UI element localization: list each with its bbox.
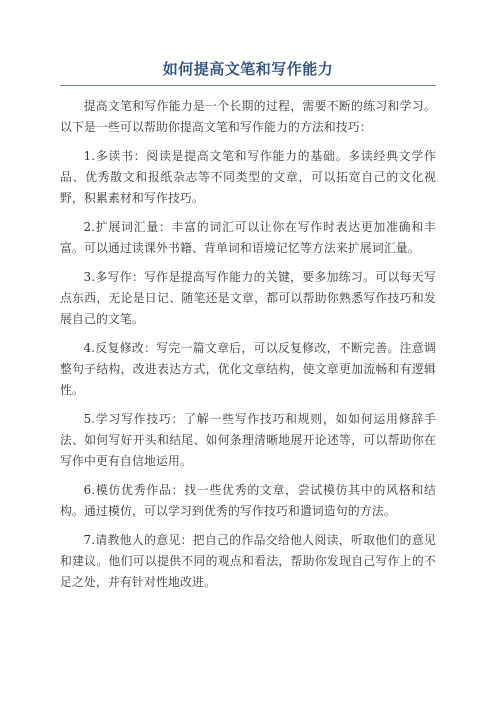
document-title: 如何提高文笔和写作能力 [162,60,334,78]
tip-paragraph-1: 1.多读书：阅读是提高文笔和写作能力的基础。多读经典文学作品、优秀散文和报纸杂志等不同类型的文章，可以拓宽自己的文化视野，积累素材和写作技巧。 [60,149,436,205]
tip-paragraph-5: 5.学习写作技巧：了解一些写作技巧和规则，如如何运用修辞手法、如何写好开头和结尾、如何条理清晰地展开论述等，可以帮助你在写作中更有自信地运用。 [60,412,436,468]
tip-paragraph-7: 7.请教他人的意见：把自己的作品交给他人阅读，听取他们的意见和建议。他们可以提供不同的观点和看法，帮助你发现自己写作上的不足之处，并有针对性地改进。 [60,533,436,589]
tip-paragraph-3: 3.多写作：写作是提高写作能力的关键，要多加练习。可以每天写点东西，无论是日记、随笔还是文章，都可以帮助你熟悉写作技巧和发展自己的文笔。 [60,270,436,326]
tip-paragraph-4: 4.反复修改：写完一篇文章后，可以反复修改，不断完善。注意调整句子结构，改进表达方式，优化文章结构，使文章更加流畅和有逻辑性。 [60,341,436,397]
title-divider [60,85,436,86]
tip-paragraph-6: 6.模仿优秀作品：找一些优秀的文章，尝试模仿其中的风格和结构。通过模仿，可以学习到优秀的写作技巧和遣词造句的方法。 [60,483,436,518]
tip-paragraph-2: 2.扩展词汇量：丰富的词汇可以让你在写作时表达更加准确和丰富。可以通过读课外书籍、背单词和语境记忆等方法来扩展词汇量。 [60,220,436,255]
intro-paragraph: 提高文笔和写作能力是一个长期的过程，需要不断的练习和学习。以下是一些可以帮助你提高文笔和写作能力的方法和技巧： [60,99,436,134]
